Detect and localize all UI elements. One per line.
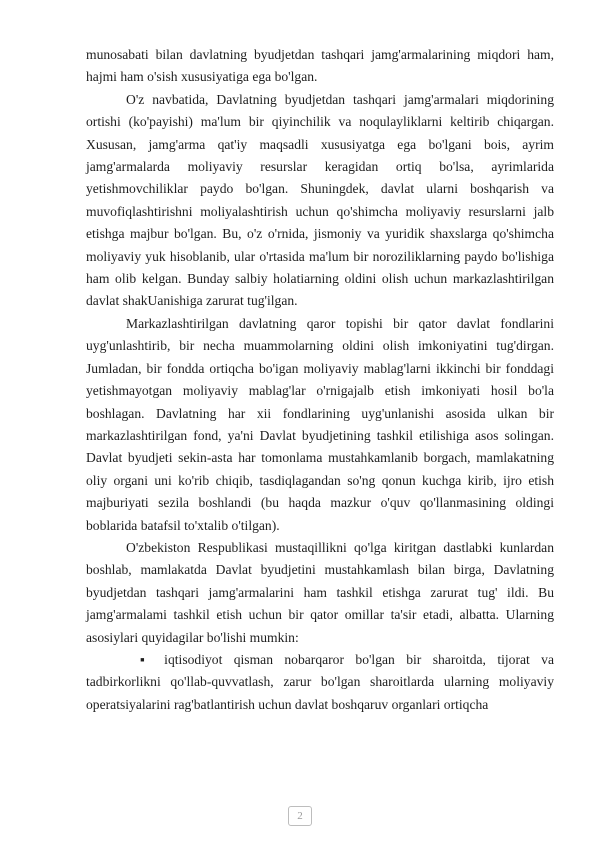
bullet-item: ▪ iqtisodiyot qisman nobarqaror bo'lgan bir sharoitda, tijorat va tadbirkorlikni qo'llab-quvvatlash, zarur bo'lgan sharoitlarda ularning moliyaviy operatsiyalarini rag'batlantirish uchun davlat boshqaruv organlari ortiqcha <box>86 651 554 712</box>
paragraph-2: O'z navbatida, Davlatning byudjetdan tashqari jamg'armalari miqdorining ortishi (ko'payishi) ma'lum bir qiyinchilik va noqulayliklarni keltirib chiqargan. Xususan, jamg'arma qat'iy maqsadli xususiyatga ega bo'lgani bois, ayrim jamg'armalarda moliyaviy resurslar keragidan ortiq bo'lsa, ayrimlarida yetishmovchiliklar paydo bo'lgan. Shuningdek, davlat ularni boshqarish va muvofiqlashtirishni moliyalashtirish uchun qo'shimcha moliyaviy resurslarni jalb etishga majbur bo'lgan. Bu, o'z o'rnida, jismoniy va yuridik shaxslarga qo'shimcha moliyaviy yuk hisoblanib, ular o'rtasida ma'lum bir noroziliklarning paydo bo'lishiga ham olib kelgan. Bunday salbiy holatiarning oldini olish uchun markazlashtirilgan davlat shakUanishiga zarurat tug'ilgan. <box>86 91 554 309</box>
paragraph-4: O'zbekiston Respublikasi mustaqillikni qo'lga kiritgan dastlabki kunlardan boshlab, mamlakatda Davlat byudjetini mustahkamlash bilan birga, Davlatning byudjetdan tashqari jamg'armalarini ham tashkil etishga zarurat tug' ildi. Bu jamg'armalami tashkil etish uchun bir qator omillar ta'sir etadi, albatta. Ularning asosiylari quyidagilar bo'lishi mumkin: <box>86 539 554 645</box>
paragraph-1: munosabati bilan davlatning byudjetdan tashqari jamg'armalarining miqdori ham, hajmi ham o'sish xususiyatiga ega bo'lgan. <box>86 47 554 85</box>
document-page <box>86 44 554 716</box>
paragraph-3: Markazlashtirilgan davlatning qaror topishi bir qator davlat fondlarini uyg'unlashtirib, bir necha muammolarning oldini olish imkoniyatini tug'dirgan. Jumladan, bir fondda ortiqcha bo'igan moliyaviy mablag'larni ikkinchi bir fonddagi yetishmayotgan moliyaviy mablag'lar o'rnigajalb etish imkoniyati hosil bo'la boshlagan. Davlatning har xii fondlarining uyg'unlanishi asosida ulkan bir markazlashtirilgan fond, ya'ni Davlat byudjetining tashkil etilishiga asos solingan. Davlat byudjeti sekin-asta har tomonlama mustahkamlanib borgach, mamlakatning oliy organi uni ko'rib chiqib, tasdiqlagandan so'ng qonun kuchga kirib, ijro etish majburiyati sezila boshlandi (bu haqda mazkur o'quv qo'llanmasining oldingi boblarida batafsil to'xtalib o'tilgan). <box>86 315 554 533</box>
page-number: 2 <box>288 806 312 826</box>
